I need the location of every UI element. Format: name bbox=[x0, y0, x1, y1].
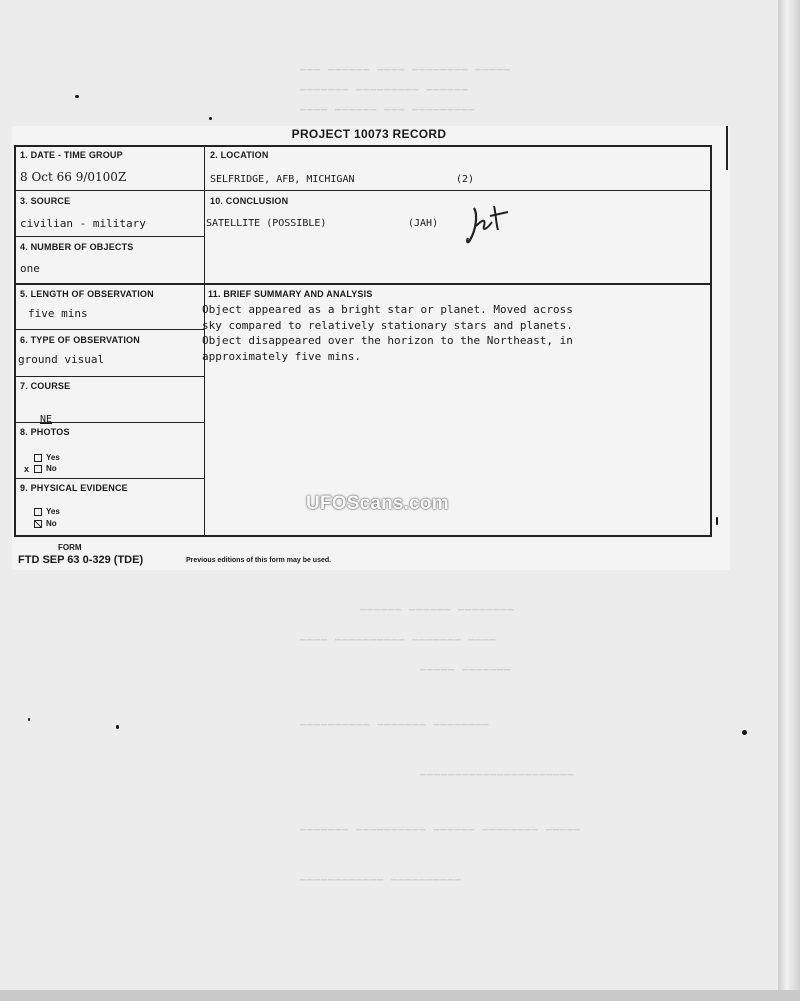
scan-speck bbox=[116, 725, 119, 729]
scan-speck bbox=[716, 517, 718, 525]
number-objects-value: one bbox=[20, 262, 40, 275]
form-divider bbox=[15, 283, 711, 285]
summary-label: 11. BRIEF SUMMARY AND ANALYSIS bbox=[208, 289, 373, 299]
form-divider bbox=[15, 478, 204, 479]
scan-edge-bottom bbox=[0, 990, 800, 1001]
course-label: 7. COURSE bbox=[20, 381, 71, 391]
photos-no-option bbox=[34, 464, 57, 473]
photos-yes-text: Yes bbox=[46, 453, 60, 462]
location-label: 2. LOCATION bbox=[210, 150, 269, 160]
type-label: 6. TYPE OF OBSERVATION bbox=[20, 335, 140, 345]
photos-no-checkbox bbox=[34, 465, 42, 473]
evidence-yes-text: Yes bbox=[46, 507, 60, 516]
source-value: civilian - military bbox=[20, 217, 146, 230]
conclusion-initials: (JAH) bbox=[408, 218, 439, 229]
length-label: 5. LENGTH OF OBSERVATION bbox=[20, 289, 154, 299]
scan-speck bbox=[28, 718, 30, 721]
location-ref: (2) bbox=[456, 174, 475, 185]
scan-edge-right bbox=[778, 0, 800, 1001]
date-time-label: 1. DATE - TIME GROUP bbox=[20, 150, 123, 160]
evidence-no-option bbox=[34, 519, 57, 528]
source-label: 3. SOURCE bbox=[20, 196, 71, 206]
photos-no-text: No bbox=[46, 464, 57, 473]
photos-yes-option bbox=[34, 453, 60, 462]
number-objects-label: 4. NUMBER OF OBJECTS bbox=[20, 242, 134, 252]
summary-line: Object appeared as a bright star or planet. Moved across bbox=[202, 303, 573, 316]
summary-line: sky compared to relatively stationary stars and planets. bbox=[202, 318, 573, 332]
photos-label: 8. PHOTOS bbox=[20, 427, 70, 437]
form-divider bbox=[15, 329, 204, 330]
course-value: NE bbox=[40, 414, 53, 425]
evidence-yes-checkbox bbox=[34, 508, 42, 516]
form-divider bbox=[15, 376, 204, 377]
photos-check-mark: x bbox=[24, 464, 30, 474]
location-value: SELFRIDGE, AFB, MICHIGAN bbox=[210, 174, 355, 185]
summary-text bbox=[202, 302, 702, 364]
scan-speck bbox=[75, 95, 79, 98]
form-word: FORM bbox=[58, 543, 82, 552]
conclusion-value: SATELLITE (POSSIBLE) bbox=[206, 218, 327, 229]
summary-line: Object disappeared over the horizon to the Northeast, in bbox=[202, 334, 573, 347]
photos-yes-checkbox bbox=[34, 454, 42, 462]
form-id: FTD SEP 63 0-329 (TDE) bbox=[18, 554, 144, 566]
form-divider bbox=[15, 190, 711, 191]
form-note: Previous editions of this form may be used. bbox=[186, 557, 332, 564]
evidence-no-checkbox bbox=[34, 520, 42, 528]
scan-speck bbox=[209, 117, 212, 120]
conclusion-label: 10. CONCLUSION bbox=[210, 196, 289, 206]
summary-line: approximately five mins. bbox=[202, 349, 361, 363]
form-divider bbox=[726, 126, 728, 170]
type-value: ground visual bbox=[18, 353, 105, 366]
date-time-value: 8 Oct 66 9/0100Z bbox=[20, 170, 127, 184]
page-title: PROJECT 10073 RECORD bbox=[291, 127, 447, 141]
length-value: five mins bbox=[28, 307, 88, 320]
evidence-yes-option bbox=[34, 507, 60, 516]
form-divider bbox=[15, 236, 204, 237]
physical-evidence-label: 9. PHYSICAL EVIDENCE bbox=[20, 483, 128, 493]
handwritten-initials-signature bbox=[464, 200, 514, 248]
evidence-no-text: No bbox=[46, 519, 57, 528]
watermark: UFOScans.com bbox=[306, 493, 449, 514]
scan-speck bbox=[742, 730, 747, 735]
